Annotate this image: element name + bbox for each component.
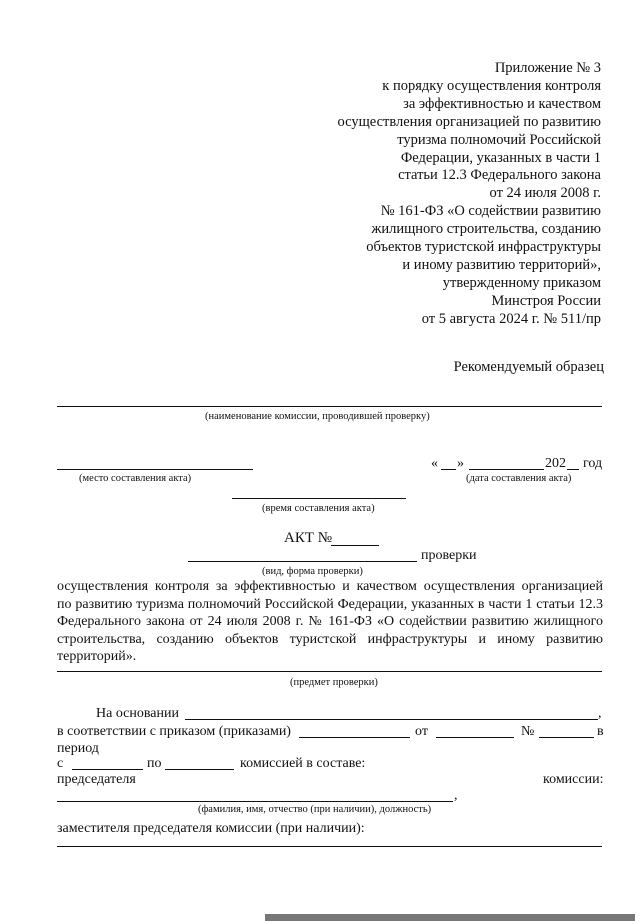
appendix-line: Приложение № 3 — [494, 60, 601, 76]
deputy-name-line — [57, 846, 602, 847]
appendix-line: к порядку осуществления контроля — [382, 77, 601, 94]
appendix-line: от 5 августа 2024 г. № 511/пр — [421, 310, 601, 327]
order-number-label: № — [521, 724, 535, 739]
place-line — [57, 469, 253, 470]
act-body-line: Федерального закона от 24 июля 2008 г. № 161-ФЗ «О содействии развитию жилищного — [57, 614, 603, 629]
order-number-line — [539, 737, 594, 738]
act-body-paragraph — [57, 578, 603, 666]
fio-caption: (фамилия, имя, отчество (при наличии), должность) — [198, 804, 432, 815]
order-in-label: в — [597, 724, 604, 739]
appendix-line: за эффективностью и качеством — [403, 95, 601, 112]
recommended-sample-label: Рекомендуемый образец — [453, 359, 604, 375]
date-open-quote: « — [431, 456, 438, 471]
subject-caption: (предмет проверки) — [290, 677, 378, 688]
scan-edge-shadow — [265, 914, 635, 921]
appendix-line: осуществления организацией по развитию — [337, 113, 601, 130]
basis-line — [185, 719, 598, 720]
appendix-line: жилищного строительства, созданию — [371, 221, 601, 238]
commission-name-caption: (наименование комиссии, проводившей проверку) — [205, 411, 430, 422]
orders-label: в соответствии с приказом (приказами) — [57, 724, 291, 739]
date-year-prefix: 202 — [545, 456, 566, 471]
period-end-line — [165, 769, 234, 770]
chairman-comma: , — [454, 788, 458, 803]
date-month-line — [469, 469, 544, 470]
appendix-line: № 161-ФЗ «О содействии развитию — [380, 203, 601, 220]
act-body-line: территорий». — [57, 649, 137, 664]
commission-composition-label: комиссией в составе: — [240, 756, 366, 771]
appendix-line: от 24 июля 2008 г. — [489, 185, 601, 202]
chairman-name-line — [57, 801, 453, 802]
commission-name-line — [57, 406, 602, 407]
period-from-label: с — [57, 756, 64, 771]
date-day-line — [441, 469, 456, 470]
period-start-line — [72, 769, 143, 770]
act-body-line: по развитию туризма полномочий Российской Федерации, указанных в части 1 статьи 12.3 — [57, 596, 603, 612]
appendix-line: статьи 12.3 Федерального закона — [398, 167, 601, 184]
date-caption: (дата составления акта) — [466, 473, 572, 484]
appendix-line: туризма полномочий Российской — [397, 131, 601, 148]
act-body-line: осуществления контроля за эффективностью и качеством осуществления организацией — [57, 579, 603, 594]
appendix-line: объектов туристской инфраструктуры — [366, 239, 601, 256]
appendix-line: Федерации, указанных в части 1 — [400, 149, 601, 166]
period-label: период — [57, 741, 99, 756]
time-line — [232, 498, 406, 499]
chairman-label: председателя — [57, 772, 136, 787]
place-caption: (место составления акта) — [79, 473, 192, 484]
date-close-quote: » — [457, 456, 464, 471]
date-year-word: год — [583, 456, 603, 471]
basis-comma: , — [598, 706, 602, 721]
order-date-line — [436, 737, 514, 738]
chairman-commission-label: комиссии: — [543, 772, 604, 787]
check-word: проверки — [421, 548, 477, 563]
period-to-label: по — [147, 756, 162, 771]
date-year-line — [567, 469, 579, 470]
on-basis-label: На основании — [96, 706, 179, 721]
act-number-line — [331, 545, 379, 546]
appendix-header — [281, 60, 601, 329]
deputy-label: заместителя председателя комиссии (при наличии): — [57, 821, 365, 836]
check-form-line — [188, 561, 417, 562]
order-line — [299, 737, 410, 738]
order-from-label: от — [415, 724, 428, 739]
time-caption: (время составления акта) — [262, 503, 375, 514]
act-body-line: строительства, созданию объектов туристской инфраструктуры и иному развитию — [57, 631, 603, 647]
act-title: АКТ № — [284, 530, 333, 546]
appendix-line: утвержденному приказом — [442, 274, 601, 291]
appendix-line: и иному развитию территорий», — [402, 256, 601, 273]
check-form-caption: (вид, форма проверки) — [262, 566, 363, 577]
subject-line — [57, 671, 602, 672]
appendix-line: Минстроя России — [491, 292, 601, 309]
